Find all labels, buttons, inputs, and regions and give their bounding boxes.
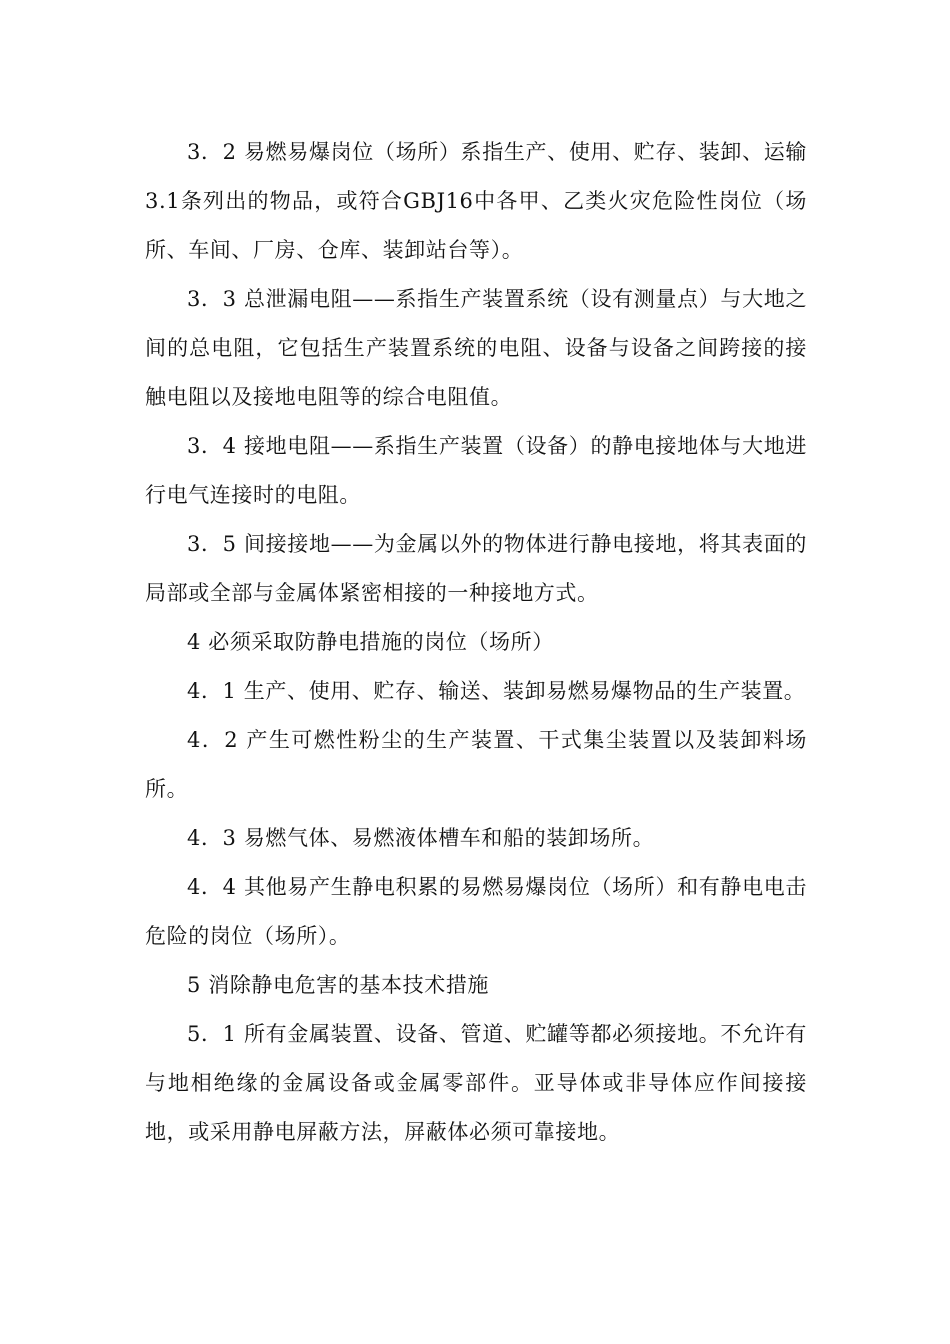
- paragraph-3-5: 3．5 间接接地——为金属以外的物体进行静电接地，将其表面的局部或全部与金属体紧密相接的一种接地方式。: [145, 532, 807, 605]
- paragraph-3-3: 3．3 总泄漏电阻——系指生产装置系统（设有测量点）与大地之间的总电阻，它包括生产装置系统的电阻、设备与设备之间跨接的接触电阻以及接地电阻等的综合电阻值。: [145, 287, 807, 409]
- paragraph-3-2: 3．2 易燃易爆岗位（场所）系指生产、使用、贮存、装卸、运输3.1条列出的物品，或符合GBJ16中各甲、乙类火灾危险性岗位（场所、车间、厂房、仓库、装卸站台等）。: [145, 140, 807, 262]
- section-heading-5: 5 消除静电危害的基本技术措施: [187, 973, 490, 997]
- section-heading-4: 4 必须采取防静电措施的岗位（场所）: [187, 630, 554, 654]
- paragraph-3-4: 3．4 接地电阻——系指生产装置（设备）的静电接地体与大地进行电气连接时的电阻。: [145, 434, 807, 507]
- document-body: [145, 128, 807, 1157]
- paragraph-5-1: 5．1 所有金属装置、设备、管道、贮罐等都必须接地。不允许有与地相绝缘的金属设备或金属零部件。亚导体或非导体应作间接接地，或采用静电屏蔽方法，屏蔽体必须可靠接地。: [145, 1022, 807, 1144]
- paragraph-4-4: 4．4 其他易产生静电积累的易燃易爆岗位（场所）和有静电电击危险的岗位（场所）。: [145, 875, 807, 948]
- paragraph-4-2: 4．2 产生可燃性粉尘的生产装置、干式集尘装置以及装卸料场所。: [145, 728, 807, 801]
- paragraph-4-1: 4．1 生产、使用、贮存、输送、装卸易燃易爆物品的生产装置。: [187, 679, 806, 703]
- paragraph-4-3: 4．3 易燃气体、易燃液体槽车和船的装卸场所。: [187, 826, 655, 850]
